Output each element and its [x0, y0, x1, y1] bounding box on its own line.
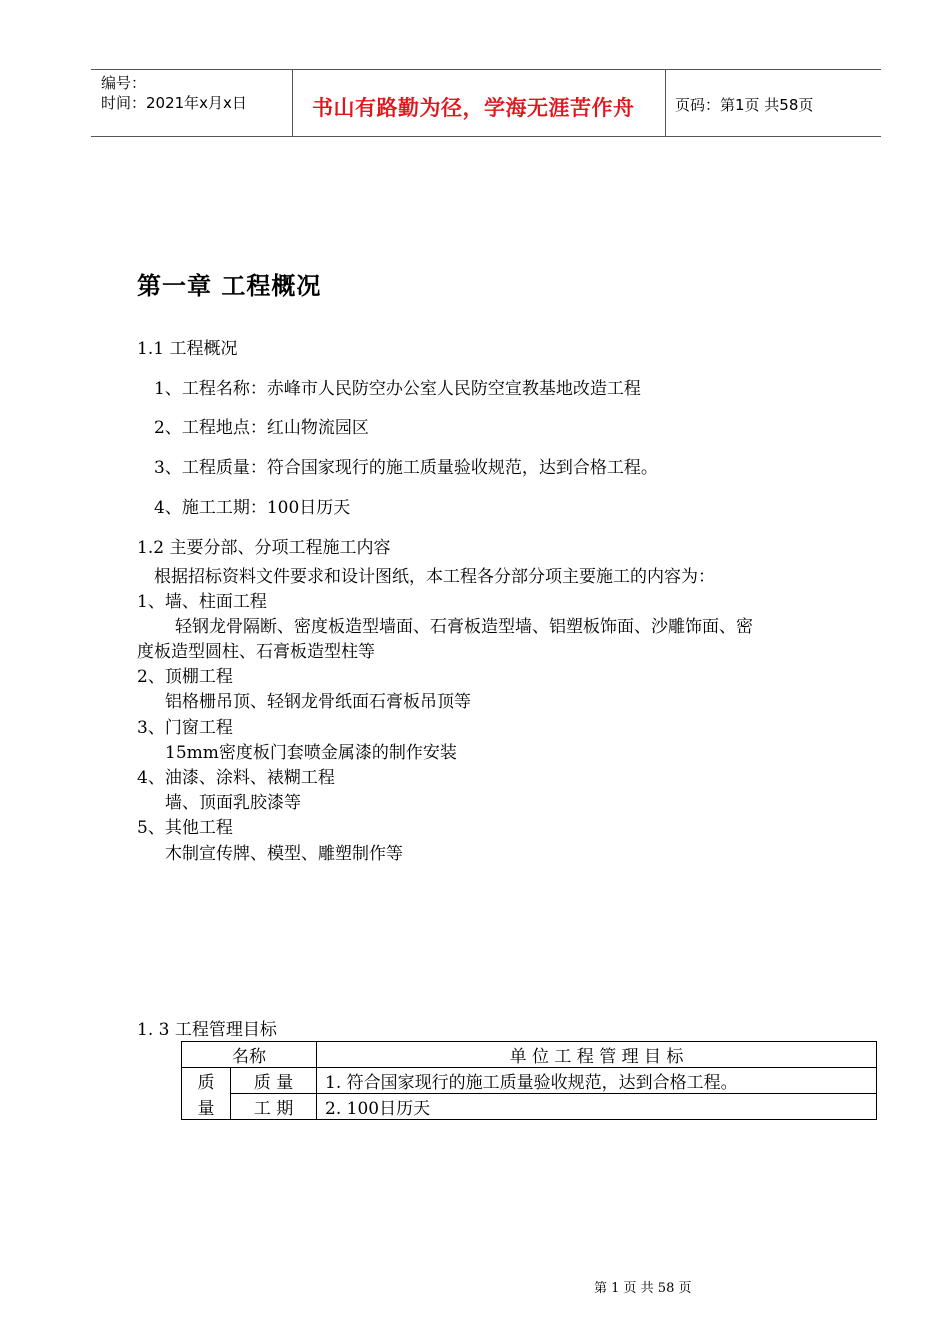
table-header-name: 名称: [182, 1042, 317, 1068]
work-1-title: 1、墙、柱面工程: [137, 592, 267, 612]
footer-page-number: 第 1 页 共 58 页: [594, 1281, 692, 1296]
work-3-title: 3、门窗工程: [137, 718, 233, 738]
section-1-3-heading: 1. 3 工程管理目标: [137, 1020, 277, 1040]
table-group-char-2: 量: [182, 1094, 231, 1120]
header-top-rule: [91, 69, 881, 70]
header-divider-right: [665, 69, 666, 136]
overview-item-quality: 3、工程质量：符合国家现行的施工质量验收规范，达到合格工程。: [154, 458, 658, 478]
work-4-title: 4、油漆、涂料、裱糊工程: [137, 768, 335, 788]
work-2-desc: 铝格栅吊顶、轻钢龙骨纸面石膏板吊顶等: [165, 692, 471, 712]
work-5-title: 5、其他工程: [137, 818, 233, 838]
chapter-title: 第一章 工程概况: [137, 272, 322, 300]
table-row: [182, 1068, 877, 1094]
header-page-info: 页码：第1页 共58页: [675, 96, 814, 114]
table-group-char-1: 质: [182, 1068, 231, 1094]
table-row-label-duration: 工 期: [231, 1094, 317, 1120]
management-target-table: [181, 1041, 877, 1120]
overview-item-name: 1、工程名称：赤峰市人民防空办公室人民防空宣教基地改造工程: [154, 379, 641, 399]
table-header-row: [182, 1042, 877, 1068]
overview-item-duration: 4、施工工期：100日历天: [154, 498, 351, 518]
work-1-desc-line1: 轻钢龙骨隔断、密度板造型墙面、石膏板造型墙、铝塑板饰面、沙雕饰面、密: [175, 617, 753, 637]
section-1-1-heading: 1.1 工程概况: [137, 339, 238, 359]
table-row-value-quality: 1. 符合国家现行的施工质量验收规范，达到合格工程。: [317, 1068, 877, 1094]
work-4-desc: 墙、顶面乳胶漆等: [165, 793, 301, 813]
table-row-label-quality: 质 量: [231, 1068, 317, 1094]
header-number-label: 编号：: [101, 74, 147, 92]
header-divider-left: [292, 69, 293, 136]
work-3-desc: 15mm密度板门套喷金属漆的制作安装: [165, 743, 457, 763]
table-row-value-duration: 2. 100日历天: [317, 1094, 877, 1120]
section-1-2-heading: 1.2 主要分部、分项工程施工内容: [137, 538, 391, 558]
work-2-title: 2、顶棚工程: [137, 667, 233, 687]
work-1-desc-line2: 度板造型圆柱、石膏板造型柱等: [137, 642, 375, 662]
work-5-desc: 木制宣传牌、模型、雕塑制作等: [165, 844, 403, 864]
section-1-2-intro: 根据招标资料文件要求和设计图纸，本工程各分部分项主要施工的内容为：: [154, 567, 715, 587]
overview-item-location: 2、工程地点：红山物流园区: [154, 418, 369, 438]
header-bottom-rule: [91, 136, 881, 137]
table-row: [182, 1094, 877, 1120]
header-date: 时间：2021年x月x日: [101, 94, 247, 112]
header-motto: 书山有路勤为径，学海无涯苦作舟: [312, 95, 635, 120]
table-header-target: 单 位 工 程 管 理 目 标: [317, 1042, 877, 1068]
